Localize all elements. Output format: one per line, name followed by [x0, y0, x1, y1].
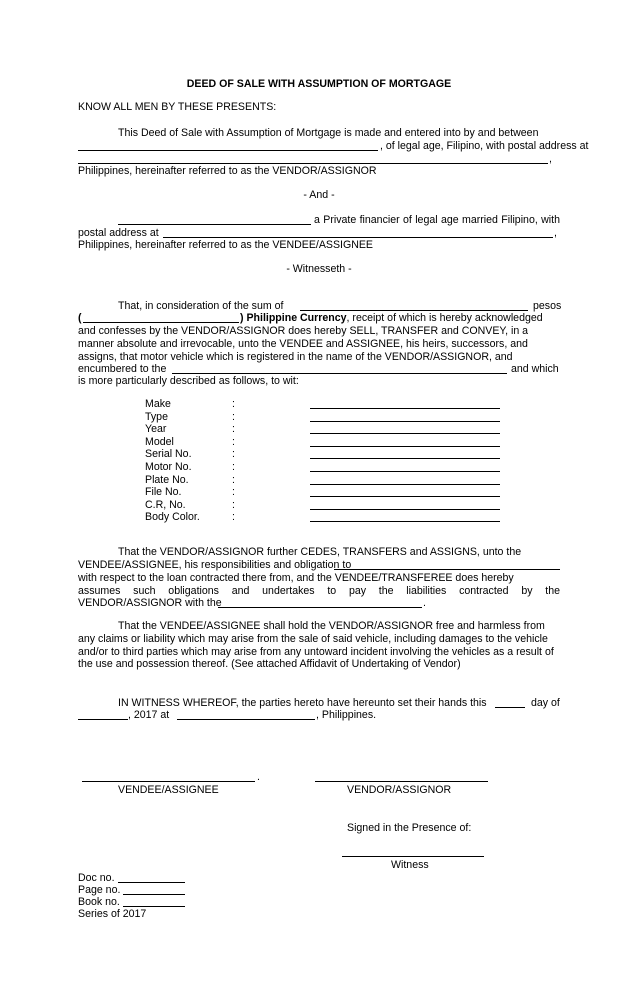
page-no-label: Page no. [78, 884, 121, 896]
vendor-name-blank[interactable] [78, 150, 378, 151]
hold-line-2: any claims or liability which may arise from the sale of said vehicle, including damages to the vehicle [78, 633, 548, 645]
witness-whereof-line-1: IN WITNESS WHEREOF, the parties hereto have hereunto set their hands this [118, 697, 487, 709]
spec-label: Body Color. [145, 511, 200, 524]
spec-value-blank[interactable] [310, 458, 500, 459]
doc-no-label: Doc no. [78, 872, 115, 884]
spec-value-blank[interactable] [310, 509, 500, 510]
spec-value-blank[interactable] [310, 408, 500, 409]
cedes-line-5: VENDOR/ASSIGNOR with the [78, 597, 222, 609]
spec-label: Type [145, 410, 168, 423]
sum-words-blank[interactable] [300, 310, 528, 311]
period: . [423, 597, 426, 609]
spec-label: Serial No. [145, 448, 192, 461]
witnesseth-separator: - Witnesseth - [286, 263, 352, 275]
spec-colon: : [232, 435, 235, 448]
spec-value-blank[interactable] [310, 421, 500, 422]
open-paren: ( [78, 312, 82, 324]
spec-label: C.R, No. [145, 498, 186, 511]
spec-colon: : [232, 461, 235, 473]
book-no-blank[interactable] [123, 906, 185, 907]
vendor-reference: Philippines, hereinafter referred to as the VENDOR/ASSIGNOR [78, 165, 377, 177]
spec-colon: : [232, 473, 235, 486]
currency-label: ) Philippine Currency [240, 312, 347, 324]
document-title: DEED OF SALE WITH ASSUMPTION OF MORTGAGE [186, 78, 452, 90]
spec-colon: : [232, 486, 235, 499]
series-label: Series of 2017 [78, 908, 147, 920]
doc-no-blank[interactable] [118, 882, 185, 883]
cedes-line-1: That the VENDOR/ASSIGNOR further CEDES, TRANSFERS and ASSIGNS, unto the [118, 546, 522, 558]
period: . [257, 771, 260, 783]
vendor-signature-line[interactable] [315, 781, 488, 782]
spec-label: Plate No. [145, 473, 189, 486]
sum-figures-blank[interactable] [83, 322, 239, 323]
consideration-line-7: is more particularly described as follows, to wit: [78, 375, 299, 387]
consideration-intro: That, in consideration of the sum of [118, 300, 284, 312]
vendee-name-blank[interactable] [118, 224, 311, 225]
spec-colon: : [232, 398, 235, 410]
spec-colon: : [232, 511, 235, 524]
spec-label: Motor No. [145, 461, 192, 473]
consideration-line-3: and confesses by the VENDOR/ASSIGNOR does hereby SELL, TRANSFER and CONVEY, in a [78, 325, 529, 337]
and-separator: - And - [303, 189, 335, 201]
vendee-address-blank[interactable] [163, 237, 553, 238]
witness-label: Witness [391, 859, 429, 871]
witness-signature-line[interactable] [342, 856, 484, 857]
spec-label: File No. [145, 486, 182, 499]
book-no-label: Book no. [78, 896, 120, 908]
cedes-line-3: with respect to the loan contracted there from, and the VENDEE/TRANSFEREE does hereby [78, 572, 514, 584]
comma: , [549, 153, 552, 165]
spec-label: Model [145, 435, 174, 448]
cedes-line-2: VENDEE/ASSIGNEE, his responsibilities and obligation to [78, 559, 352, 571]
consideration-line-2-rest: , receipt of which is hereby acknowledged [346, 312, 543, 324]
cedes-line-4: assumes such obligations and undertakes to pay the liabilities contracted by the [78, 585, 560, 597]
hold-line-4: the use and possession thereof. (See attached Affidavit of Undertaking of Vendor) [78, 658, 461, 670]
spec-colon: : [232, 448, 235, 461]
hold-line-3: and/or to third parties which may arise from any untoward incident involving the vehicles as a result of [78, 646, 554, 658]
day-blank[interactable] [495, 707, 525, 708]
spec-colon: : [232, 423, 235, 436]
spec-value-blank[interactable] [310, 433, 500, 434]
consideration-line-4: manner absolute and irrevocable, unto the VENDEE and ASSIGNEE, his heirs, successors, and [78, 338, 528, 350]
spec-value-blank[interactable] [310, 446, 500, 447]
vendee-description: a Private financier of legal age married Filipino, with [314, 214, 560, 226]
vendee-reference: Philippines, hereinafter referred to as the VENDEE/ASSIGNEE [78, 239, 374, 251]
mortgagee-blank[interactable] [172, 373, 507, 374]
intro-legal-age: , of legal age, Filipino, with postal address at [380, 140, 589, 152]
spec-value-blank[interactable] [310, 496, 500, 497]
consideration-line-2 [240, 312, 543, 325]
vendee-signature-line[interactable] [82, 781, 255, 782]
vendor-signature-label: VENDOR/ASSIGNOR [347, 784, 452, 796]
consideration-line-6a: encumbered to the [78, 363, 167, 375]
comma: , [554, 227, 557, 239]
spec-colon: : [232, 410, 235, 423]
pesos-label: pesos [533, 300, 562, 312]
place-blank[interactable] [177, 719, 315, 720]
intro-line-1: This Deed of Sale with Assumption of Mortgage is made and entered into by and between [118, 127, 539, 139]
vendee-signature-label: VENDEE/ASSIGNEE [118, 784, 219, 796]
spec-label: Make [145, 398, 171, 410]
spec-colon: : [232, 498, 235, 511]
spec-value-blank[interactable] [310, 484, 500, 485]
vendee-postal-label: postal address at [78, 227, 159, 239]
know-all-heading: KNOW ALL MEN BY THESE PRESENTS: [78, 101, 277, 113]
philippines-label: , Philippines. [316, 709, 377, 721]
spec-label: Year [145, 423, 167, 436]
spec-value-blank[interactable] [310, 521, 500, 522]
lender-blank[interactable] [218, 607, 422, 608]
obligation-blank[interactable] [334, 569, 560, 570]
vendor-address-blank[interactable] [78, 163, 548, 164]
consideration-line-5: assigns, that motor vehicle which is registered in the name of the VENDOR/ASSIGNOR, and [78, 351, 513, 363]
consideration-line-6b: and which [511, 363, 559, 375]
page-no-blank[interactable] [123, 894, 185, 895]
year-at-label: , 2017 at [128, 709, 170, 721]
hold-line-1: That the VENDEE/ASSIGNEE shall hold the VENDOR/ASSIGNOR free and harmless from [118, 620, 545, 632]
day-of-label: day of [531, 697, 560, 709]
signed-presence-label: Signed in the Presence of: [347, 822, 472, 834]
spec-value-blank[interactable] [310, 471, 500, 472]
month-blank[interactable] [78, 719, 128, 720]
